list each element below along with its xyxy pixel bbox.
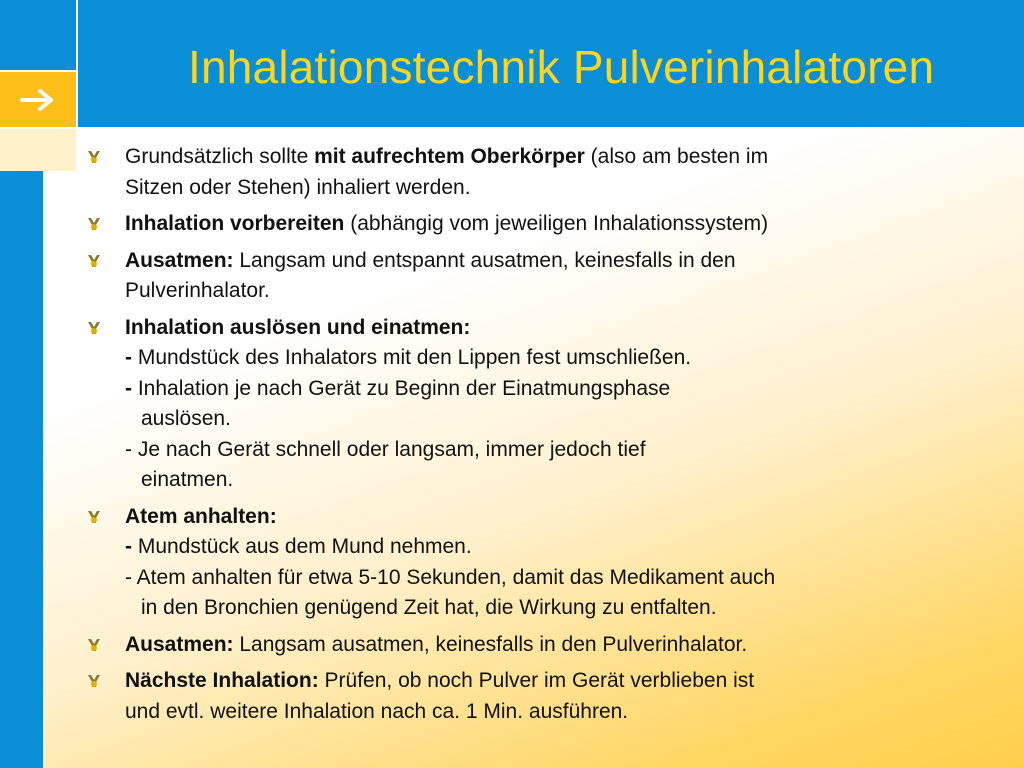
sub-item-text-continued: einatmen. xyxy=(141,468,234,491)
left-blue-bar-top xyxy=(0,0,76,70)
item-text: (abhängig vom jeweiligen Inhalationssystem) xyxy=(344,212,769,235)
list-item xyxy=(86,502,946,624)
bullet-icon xyxy=(86,149,102,165)
item-text: Prüfen, ob noch Pulver im Gerät verblieben ist xyxy=(318,669,755,692)
list-item xyxy=(86,666,946,727)
item-text-continued: Pulverinhalator. xyxy=(125,279,270,302)
bullet-list xyxy=(86,142,946,733)
item-bold-text: Atem anhalten: xyxy=(125,504,277,528)
item-bold-text: Inhalation vorbereiten xyxy=(125,212,345,235)
item-bold-text: Nächste Inhalation: xyxy=(125,669,319,692)
item-text-continued: Sitzen oder Stehen) inhaliert werden. xyxy=(125,175,471,199)
sub-item-text: Inhalation je nach Gerät zu Beginn der Einatmungsphase xyxy=(132,376,671,400)
bullet-icon xyxy=(86,216,102,232)
item-text: (also am besten im xyxy=(584,145,769,168)
sub-dash: - xyxy=(125,535,132,558)
sub-dash: - xyxy=(125,346,132,369)
slide-title: Inhalationstechnik Pulverinhalatoren xyxy=(188,41,935,93)
nav-arrow-box[interactable] xyxy=(0,72,76,127)
bullet-icon xyxy=(86,253,102,269)
sub-item-text-continued: auslösen. xyxy=(141,407,231,430)
sub-item-text-continued: in den Bronchien genügend Zeit hat, die Wirkung zu entfalten. xyxy=(141,596,717,619)
item-bold-text: Ausatmen: xyxy=(125,632,234,656)
item-bold-text: Inhalation auslösen und einatmen: xyxy=(125,315,471,339)
list-item xyxy=(86,246,946,307)
item-text: Langsam ausatmen, keinesfalls in den Pulverinhalator. xyxy=(233,632,748,656)
left-light-block xyxy=(0,129,76,171)
list-item xyxy=(86,630,946,661)
sub-item-text: Mundstück des Inhalators mit den Lippen fest umschließen. xyxy=(132,346,692,369)
sub-item-text: Mundstück aus dem Mund nehmen. xyxy=(132,535,472,558)
arrow-right-icon xyxy=(18,86,58,114)
bullet-icon xyxy=(86,673,102,689)
sub-item-text: - Atem anhalten für etwa 5-10 Sekunden, damit das Medikament auch xyxy=(125,565,776,589)
item-text: Langsam und entspannt ausatmen, keinesfalls in den xyxy=(233,248,736,272)
item-bold-text: mit aufrechtem Oberkörper xyxy=(314,145,585,168)
bullet-icon xyxy=(86,320,102,336)
item-text-continued: und evtl. weitere Inhalation nach ca. 1 Min. ausführen. xyxy=(125,699,629,723)
sub-dash: - xyxy=(125,376,132,400)
list-item xyxy=(86,142,946,203)
item-bold-text: Ausatmen: xyxy=(125,248,234,272)
list-item xyxy=(86,209,946,240)
bullet-icon xyxy=(86,637,102,653)
list-item xyxy=(86,313,946,496)
bullet-icon xyxy=(86,509,102,525)
left-blue-bar-bottom xyxy=(0,171,43,768)
item-text: Grundsätzlich sollte xyxy=(125,145,315,168)
sub-item-text: - Je nach Gerät schnell oder langsam, immer jedoch tief xyxy=(125,437,646,461)
